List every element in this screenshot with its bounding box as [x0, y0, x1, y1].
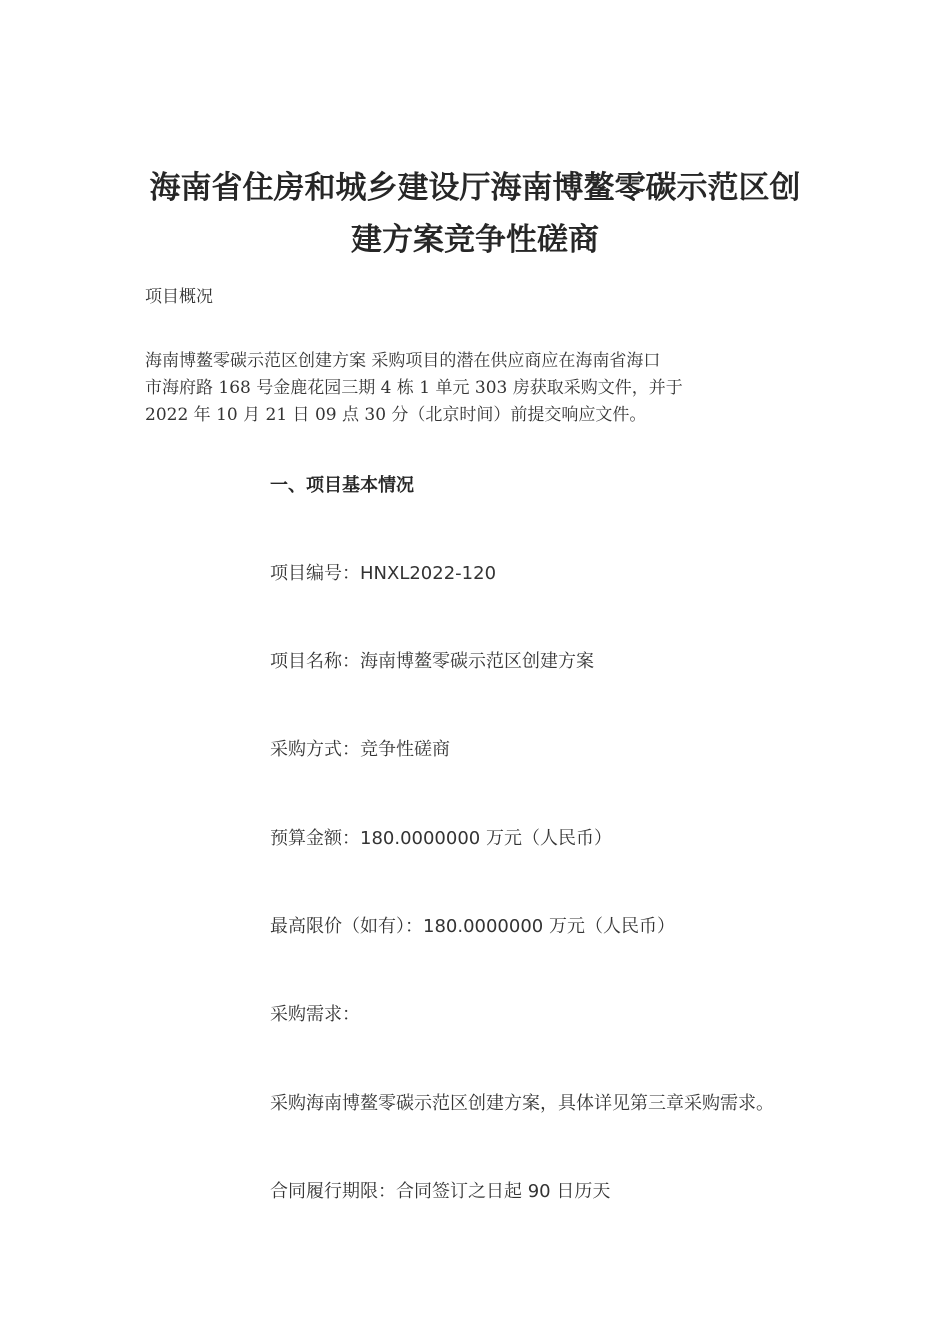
page-title [120, 162, 830, 266]
max-price: 最高限价（如有）：180.0000000 万元（人民币） [270, 916, 675, 937]
requirements-label: 采购需求： [270, 1004, 360, 1025]
budget-amount: 预算金额：180.0000000 万元（人民币） [270, 828, 612, 849]
section-heading: 一、项目基本情况 [270, 475, 414, 496]
contract-period: 合同履行期限：合同签订之日起 90 日历天 [270, 1181, 611, 1202]
intro-line: 海南博鳌零碳示范区创建方案 采购项目的潜在供应商应在海南省海口 [145, 351, 661, 371]
project-name: 项目名称：海南博鳌零碳示范区创建方案 [270, 651, 594, 672]
requirements-text: 采购海南博鳌零碳示范区创建方案，具体详见第三章采购需求。 [270, 1093, 774, 1114]
intro-line: 2022 年 10 月 21 日 09 点 30 分（北京时间）前提交响应文件。 [145, 405, 647, 425]
project-number: 项目编号：HNXL2022-120 [270, 563, 497, 584]
procurement-method: 采购方式：竞争性磋商 [270, 739, 450, 760]
page-title-line-1: 海南省住房和城乡建设厅海南博鳌零碳示范区创 [149, 170, 801, 206]
page-title-line-2: 建方案竞争性磋商 [351, 222, 599, 258]
intro-line: 市海府路 168 号金鹿花园三期 4 栋 1 单元 303 房获取采购文件，并于 [145, 378, 683, 398]
overview-label: 项目概况 [145, 287, 213, 307]
intro-paragraph [145, 348, 745, 429]
